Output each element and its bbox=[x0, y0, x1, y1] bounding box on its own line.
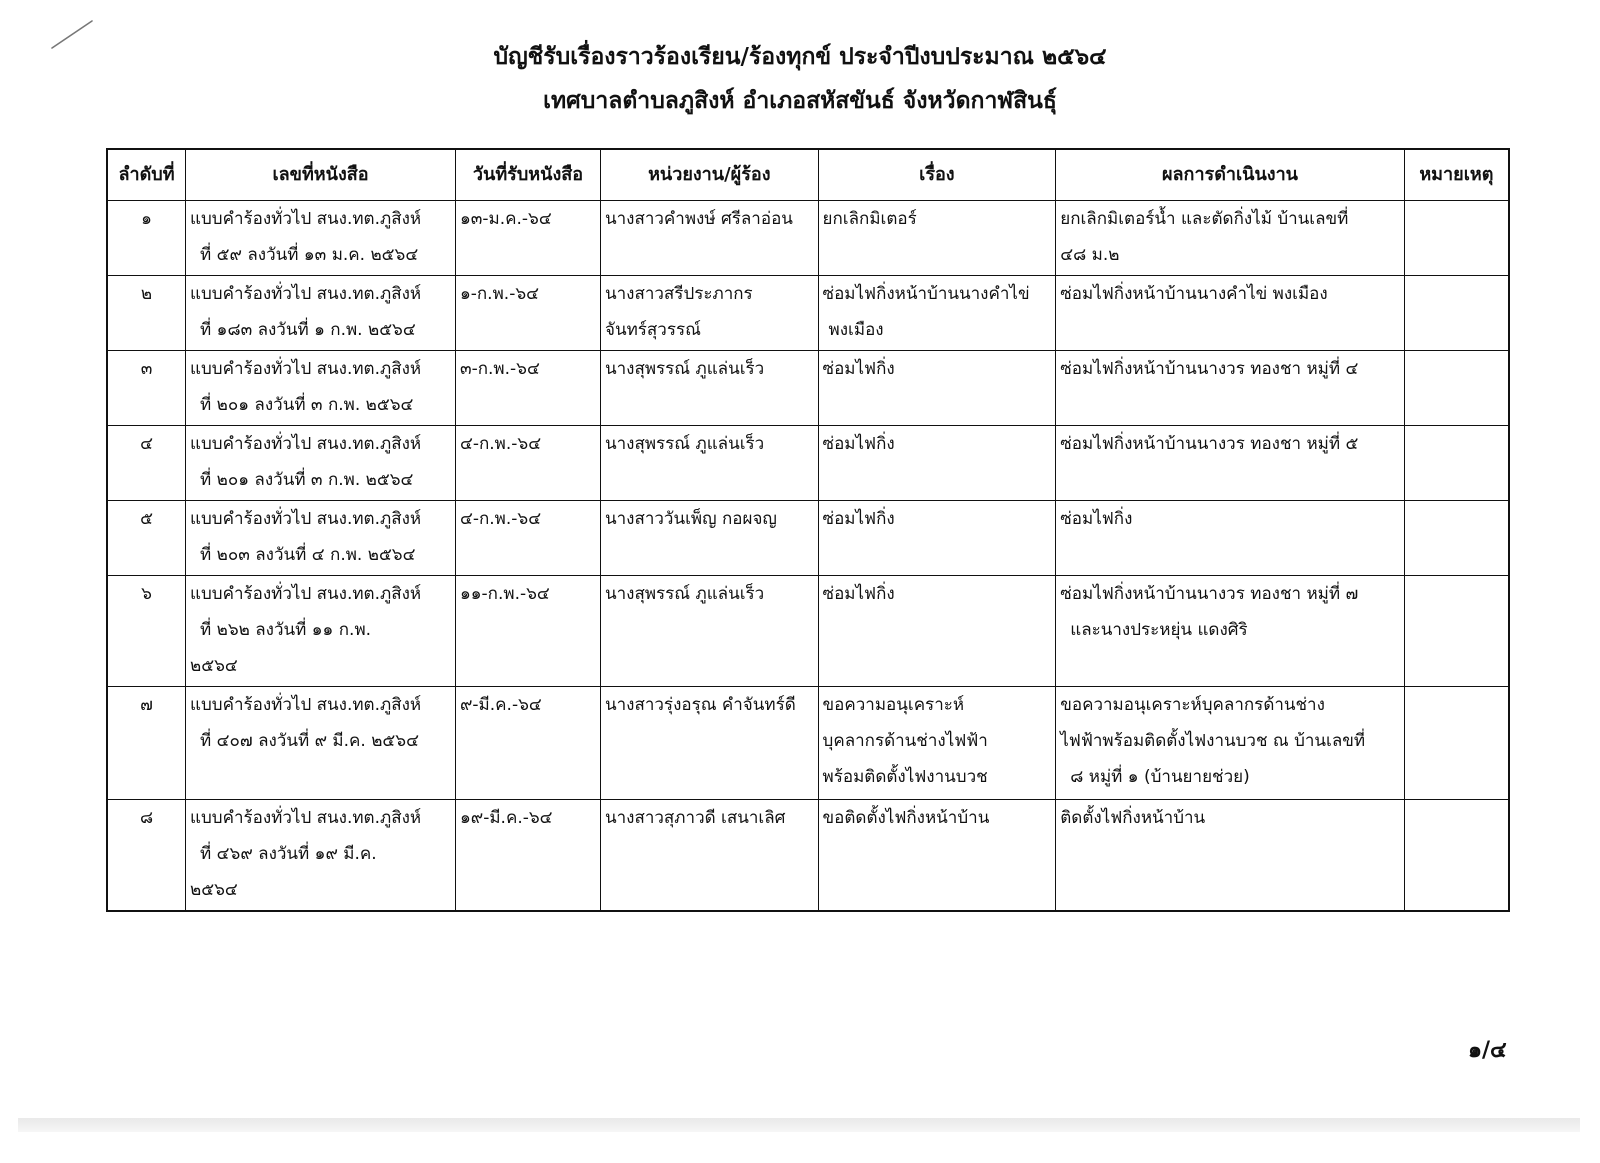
subject-line: พงเมือง bbox=[828, 320, 884, 340]
header-result: ผลการดำเนินงาน bbox=[1056, 149, 1404, 201]
doc-line: ที่ ๔๐๗ ลงวันที่ ๙ มี.ค. ๒๕๖๔ bbox=[200, 731, 419, 751]
row-doc-no bbox=[186, 800, 456, 912]
subject-line: ซ่อมไฟกิ่ง bbox=[822, 434, 895, 454]
row-doc-no bbox=[186, 276, 456, 351]
unit-line: นางสาววันเพ็ญ กอผจญ bbox=[605, 509, 777, 529]
row-subject bbox=[818, 576, 1056, 687]
subject-line: ซ่อมไฟกิ่งหน้าบ้านนางคำไข่ bbox=[822, 284, 1030, 304]
doc-line: ที่ ๔๖๙ ลงวันที่ ๑๙ มี.ค. bbox=[200, 844, 377, 864]
subject-line: ซ่อมไฟกิ่ง bbox=[822, 584, 895, 604]
unit-line: จันทร์สุวรรณ์ bbox=[605, 320, 701, 340]
row-no: ๔ bbox=[107, 426, 186, 501]
result-line: ซ่อมไฟกิ่งหน้าบ้านนางวร ทองชา หมู่ที่ ๔ bbox=[1060, 359, 1359, 379]
unit-line: นางสาวรุ่งอรุณ คำจันทร์ดี bbox=[605, 695, 796, 715]
row-doc-no bbox=[186, 426, 456, 501]
table-row bbox=[107, 576, 1509, 687]
row-subject bbox=[818, 426, 1056, 501]
doc-line: แบบคำร้องทั่วไป สนง.ทต.ภูสิงห์ bbox=[190, 509, 422, 529]
subject-line: ซ่อมไฟกิ่ง bbox=[822, 509, 895, 529]
header-subject: เรื่อง bbox=[818, 149, 1056, 201]
doc-line: แบบคำร้องทั่วไป สนง.ทต.ภูสิงห์ bbox=[190, 434, 422, 454]
unit-line: นางสาวคำพงษ์ ศรีลาอ่อน bbox=[605, 209, 793, 229]
row-result bbox=[1056, 351, 1404, 426]
table-header-row bbox=[107, 149, 1509, 201]
subject-line: ขอความอนุเคราะห์ bbox=[822, 695, 965, 715]
table-row bbox=[107, 800, 1509, 912]
result-line: ยกเลิกมิเตอร์น้ำ และตัดกิ่งไม้ บ้านเลขที่ bbox=[1060, 209, 1349, 229]
row-unit bbox=[601, 576, 819, 687]
subject-line: พร้อมติดตั้งไฟงานบวช bbox=[822, 767, 988, 787]
unit-line: นางสุพรรณ์ ภูแล่นเร็ว bbox=[605, 434, 765, 454]
table-row bbox=[107, 201, 1509, 276]
document-subtitle: เทศบาลตำบลภูสิงห์ อำเภอสหัสขันธ์ จังหวัดกาฬสินธุ์ bbox=[543, 88, 1057, 114]
row-unit bbox=[601, 501, 819, 576]
row-subject bbox=[818, 201, 1056, 276]
row-date: ๑๙-มี.ค.-๖๔ bbox=[455, 800, 600, 912]
page-number: ๑/๔ bbox=[1468, 1038, 1507, 1063]
row-date: ๓-ก.พ.-๖๔ bbox=[455, 351, 600, 426]
doc-line: แบบคำร้องทั่วไป สนง.ทต.ภูสิงห์ bbox=[190, 584, 422, 604]
row-note bbox=[1404, 800, 1509, 912]
result-line: ขอความอนุเคราะห์บุคลากรด้านช่าง bbox=[1060, 695, 1325, 715]
row-date: ๑-ก.พ.-๖๔ bbox=[455, 276, 600, 351]
complaint-register-table bbox=[106, 148, 1510, 912]
subject-line: ขอติดตั้งไฟกิ่งหน้าบ้าน bbox=[822, 808, 990, 828]
row-note bbox=[1404, 351, 1509, 426]
document-title: บัญชีรับเรื่องราวร้องเรียน/ร้องทุกข์ ประจำปีงบประมาณ ๒๕๖๔ bbox=[493, 44, 1107, 70]
row-note bbox=[1404, 426, 1509, 501]
doc-line: ๒๕๖๔ bbox=[190, 656, 238, 676]
result-line: ซ่อมไฟกิ่ง bbox=[1060, 509, 1133, 529]
row-date: ๔-ก.พ.-๖๔ bbox=[455, 426, 600, 501]
row-no: ๒ bbox=[107, 276, 186, 351]
row-note bbox=[1404, 201, 1509, 276]
doc-line: ที่ ๒๐๑ ลงวันที่ ๓ ก.พ. ๒๕๖๔ bbox=[200, 395, 414, 415]
row-result bbox=[1056, 576, 1404, 687]
unit-line: นางสาวสุภาวดี เสนาเลิศ bbox=[605, 808, 786, 828]
header-unit: หน่วยงาน/ผู้ร้อง bbox=[601, 149, 819, 201]
row-result bbox=[1056, 501, 1404, 576]
header-note: หมายเหตุ bbox=[1404, 149, 1509, 201]
header-no: ลำดับที่ bbox=[107, 149, 186, 201]
result-line: ๘ หมู่ที่ ๑ (บ้านยายช่วย) bbox=[1070, 767, 1250, 787]
row-unit bbox=[601, 426, 819, 501]
result-line: และนางประหยุ่น แดงศิริ bbox=[1070, 620, 1248, 640]
result-line: ๔๘ ม.๒ bbox=[1060, 245, 1120, 265]
row-result bbox=[1056, 800, 1404, 912]
doc-line: ที่ ๒๐๓ ลงวันที่ ๔ ก.พ. ๒๕๖๔ bbox=[200, 545, 416, 565]
header-doc-no: เลขที่หนังสือ bbox=[186, 149, 456, 201]
table-row bbox=[107, 501, 1509, 576]
row-result bbox=[1056, 201, 1404, 276]
result-line: ซ่อมไฟกิ่งหน้าบ้านนางคำไข่ พงเมือง bbox=[1060, 284, 1328, 304]
subject-line: บุคลากรด้านช่างไฟฟ้า bbox=[822, 731, 988, 751]
doc-line: ที่ ๑๘๓ ลงวันที่ ๑ ก.พ. ๒๕๖๔ bbox=[200, 320, 416, 340]
row-doc-no bbox=[186, 201, 456, 276]
doc-line: ที่ ๒๐๑ ลงวันที่ ๓ ก.พ. ๒๕๖๔ bbox=[200, 470, 414, 490]
row-date: ๙-มี.ค.-๖๔ bbox=[455, 687, 600, 800]
row-subject bbox=[818, 800, 1056, 912]
unit-line: นางสาวสรีประภากร bbox=[605, 284, 753, 304]
result-line: ไฟฟ้าพร้อมติดตั้งไฟงานบวช ณ บ้านเลขที่ bbox=[1060, 731, 1366, 751]
row-no: ๗ bbox=[107, 687, 186, 800]
row-unit bbox=[601, 276, 819, 351]
result-line: ติดตั้งไฟกิ่งหน้าบ้าน bbox=[1060, 808, 1206, 828]
row-doc-no bbox=[186, 501, 456, 576]
row-date: ๑๓-ม.ค.-๖๔ bbox=[455, 201, 600, 276]
row-note bbox=[1404, 576, 1509, 687]
row-no: ๘ bbox=[107, 800, 186, 912]
row-unit bbox=[601, 351, 819, 426]
row-no: ๖ bbox=[107, 576, 186, 687]
row-note bbox=[1404, 687, 1509, 800]
table-row bbox=[107, 687, 1509, 800]
doc-line: แบบคำร้องทั่วไป สนง.ทต.ภูสิงห์ bbox=[190, 284, 422, 304]
row-subject bbox=[818, 687, 1056, 800]
row-result bbox=[1056, 276, 1404, 351]
row-doc-no bbox=[186, 687, 456, 800]
doc-line: แบบคำร้องทั่วไป สนง.ทต.ภูสิงห์ bbox=[190, 359, 422, 379]
doc-line: ที่ ๒๖๒ ลงวันที่ ๑๑ ก.พ. bbox=[200, 620, 372, 640]
row-subject bbox=[818, 276, 1056, 351]
row-unit bbox=[601, 800, 819, 912]
table-row bbox=[107, 351, 1509, 426]
row-doc-no bbox=[186, 576, 456, 687]
scan-edge-strip bbox=[18, 1118, 1580, 1132]
unit-line: นางสุพรรณ์ ภูแล่นเร็ว bbox=[605, 584, 765, 604]
row-subject bbox=[818, 351, 1056, 426]
row-note bbox=[1404, 501, 1509, 576]
row-no: ๓ bbox=[107, 351, 186, 426]
doc-line: แบบคำร้องทั่วไป สนง.ทต.ภูสิงห์ bbox=[190, 695, 422, 715]
row-doc-no bbox=[186, 351, 456, 426]
header-date: วันที่รับหนังสือ bbox=[455, 149, 600, 201]
row-no: ๕ bbox=[107, 501, 186, 576]
row-unit bbox=[601, 201, 819, 276]
subject-line: ซ่อมไฟกิ่ง bbox=[822, 359, 895, 379]
result-line: ซ่อมไฟกิ่งหน้าบ้านนางวร ทองชา หมู่ที่ ๗ bbox=[1060, 584, 1359, 604]
doc-line: ที่ ๕๙ ลงวันที่ ๑๓ ม.ค. ๒๕๖๔ bbox=[200, 245, 419, 265]
doc-line: แบบคำร้องทั่วไป สนง.ทต.ภูสิงห์ bbox=[190, 209, 422, 229]
row-unit bbox=[601, 687, 819, 800]
result-line: ซ่อมไฟกิ่งหน้าบ้านนางวร ทองชา หมู่ที่ ๕ bbox=[1060, 434, 1359, 454]
row-subject bbox=[818, 501, 1056, 576]
unit-line: นางสุพรรณ์ ภูแล่นเร็ว bbox=[605, 359, 765, 379]
table-row bbox=[107, 276, 1509, 351]
row-date: ๑๑-ก.พ.-๖๔ bbox=[455, 576, 600, 687]
table-row bbox=[107, 426, 1509, 501]
row-result bbox=[1056, 687, 1404, 800]
doc-line: แบบคำร้องทั่วไป สนง.ทต.ภูสิงห์ bbox=[190, 808, 422, 828]
row-note bbox=[1404, 276, 1509, 351]
row-result bbox=[1056, 426, 1404, 501]
row-date: ๔-ก.พ.-๖๔ bbox=[455, 501, 600, 576]
doc-line: ๒๕๖๔ bbox=[190, 880, 238, 900]
subject-line: ยกเลิกมิเตอร์ bbox=[822, 209, 917, 229]
row-no: ๑ bbox=[107, 201, 186, 276]
